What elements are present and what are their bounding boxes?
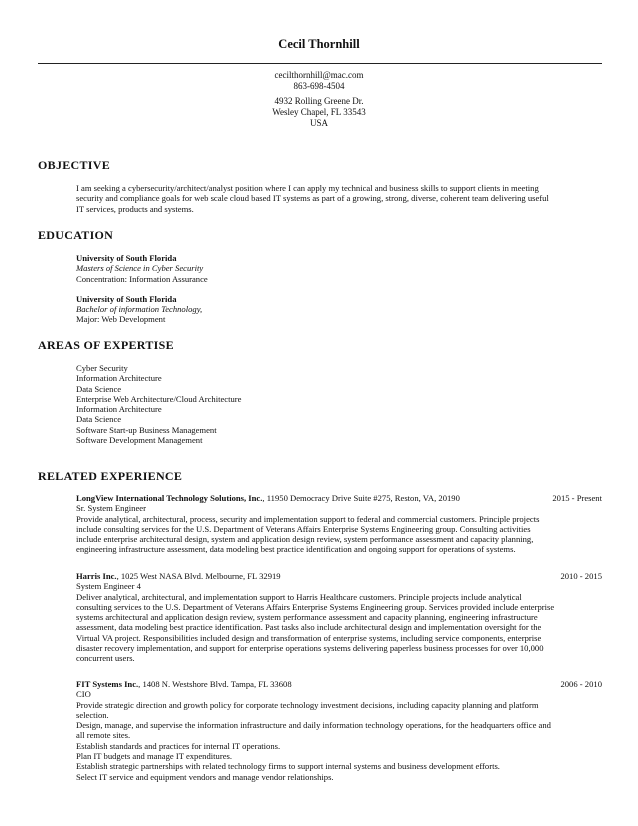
job-line: Select IT service and equipment vendors and manage vendor relationships.: [76, 771, 334, 782]
education-heading: EDUCATION: [38, 228, 114, 242]
job-line: Establish strategic partnerships with related technology firms to support internal systems and business development efforts.: [76, 761, 500, 772]
job-line: disaster recovery implementation, and support for enterprise operations systems delivering paperless business processes for over 10,000: [76, 643, 544, 654]
job-header: [76, 493, 604, 503]
job-role: System Engineer 4: [76, 581, 141, 592]
job-line: all remote sites.: [76, 730, 131, 741]
address-line: Wesley Chapel, FL 33543: [272, 107, 366, 117]
header-divider: [38, 63, 602, 64]
company-location: , 11950 Democracy Drive Suite #275, Reston, VA, 20190: [262, 493, 460, 503]
job-role: Sr. System Engineer: [76, 503, 146, 514]
degree-detail: Concentration: Information Assurance: [76, 273, 208, 284]
expertise-item: Enterprise Web Architecture/Cloud Architecture: [76, 393, 242, 404]
job-line: Establish standards and practices for internal IT operations.: [76, 740, 281, 751]
job-entry: [76, 493, 604, 555]
expertise-item: Information Architecture: [76, 404, 162, 415]
candidate-name: Cecil Thornhill: [278, 37, 360, 51]
job-line: Design, manage, and supervise the information infrastructure and daily information technology operations, for the headquarters office and: [76, 720, 551, 731]
expertise-heading: AREAS OF EXPERTISE: [38, 338, 174, 352]
objective-line: I am seeking a cybersecurity/architect/analyst position where I can apply my technical and business skills to support clients in meeting: [76, 183, 539, 193]
job-line: assessment, data modeling best practice identification. Past tasks also include architectural design and implementation oversight for the: [76, 622, 542, 633]
job-dates: 2006 - 2010: [560, 679, 602, 689]
address-block: [0, 96, 638, 129]
expertise-item: Software Development Management: [76, 435, 203, 446]
job-line: engineering infrastructure assessment, data modeling best practice identification and ongoing support for operations of systems.: [76, 544, 516, 555]
company-name: FIT Systems Inc.: [76, 679, 139, 689]
address-line: 4932 Rolling Greene Dr.: [274, 96, 364, 106]
job-line: Virtual VA project. Responsibilities included design and transformation of enterprise systems, including service components, enterprise: [76, 632, 542, 643]
job-line: Provide strategic direction and growth policy for corporate technology investment decisions, including capacity planning and platform: [76, 699, 539, 710]
degree: Masters of Science in Cyber Security: [76, 263, 204, 274]
job-header: [76, 679, 604, 689]
company-location: , 1408 N. Westshore Blvd. Tampa, FL 33608: [138, 679, 292, 689]
job-line: systems architectural and application design review, system performance assessment and capacity planning, engineering infrastructure: [76, 612, 538, 623]
school-name: University of South Florida: [76, 253, 177, 263]
job-entry: [76, 571, 604, 664]
expertise-item: Information Architecture: [76, 373, 162, 384]
job-line: Deliver analytical, architectural, and implementation support to Harris Healthcare customers. Principle projects include analytical: [76, 591, 522, 602]
degree-detail: Major: Web Development: [76, 314, 166, 325]
expertise-item: Data Science: [76, 414, 122, 425]
objective-line: security and compliance goals for web scale cloud based IT systems as part of a growing, strong, diverse, coherent team delivering useful: [76, 193, 549, 204]
job-line: Plan IT budgets and manage IT expenditures.: [76, 751, 233, 762]
school-name: University of South Florida: [76, 293, 177, 304]
company-name: LongView International Technology Solutions, Inc.: [76, 493, 263, 503]
email: cecilthornhill@mac.com: [274, 70, 364, 80]
job-line: consulting services to the U.S. Department of Veterans Affairs Enterprise Systems Engineering group. Services provided include enterprise: [76, 601, 555, 612]
job-line: include consulting services for the U.S. Department of Veterans Affairs Enterprise Systems Engineering group. Consulting activities: [76, 523, 531, 534]
expertise-item: Cyber Security: [76, 363, 128, 373]
education-list: [76, 253, 604, 325]
objective-line: IT services, products and systems.: [76, 203, 194, 214]
job-line: Provide analytical, architectural, process, security and implementation support to federal and commercial customers. Principle projects: [76, 513, 540, 524]
address-line: USA: [309, 118, 328, 128]
job-header: [76, 571, 604, 581]
job-line: include enterprise architectural design, system and application design review, system performance assessment and capacity planning,: [76, 534, 534, 545]
job-line: concurrent users.: [76, 653, 135, 664]
company-name: Harris Inc.: [76, 571, 117, 581]
expertise-list: [76, 363, 604, 445]
job-line: selection.: [76, 709, 109, 720]
experience-heading: RELATED EXPERIENCE: [38, 469, 183, 483]
job-entry: [76, 679, 604, 782]
objective-text: [76, 183, 604, 214]
job-dates: 2015 - Present: [552, 493, 602, 503]
job-dates: 2010 - 2015: [560, 571, 602, 581]
phone: 863-698-4504: [293, 81, 345, 91]
objective-heading: OBJECTIVE: [38, 158, 111, 172]
company-location: , 1025 West NASA Blvd. Melbourne, FL 32919: [116, 571, 281, 581]
degree: Bachelor of information Technology,: [76, 304, 203, 315]
expertise-item: Software Start-up Business Management: [76, 424, 217, 435]
expertise-item: Data Science: [76, 383, 122, 394]
job-role: CIO: [76, 689, 91, 700]
contact-block: [0, 70, 638, 92]
